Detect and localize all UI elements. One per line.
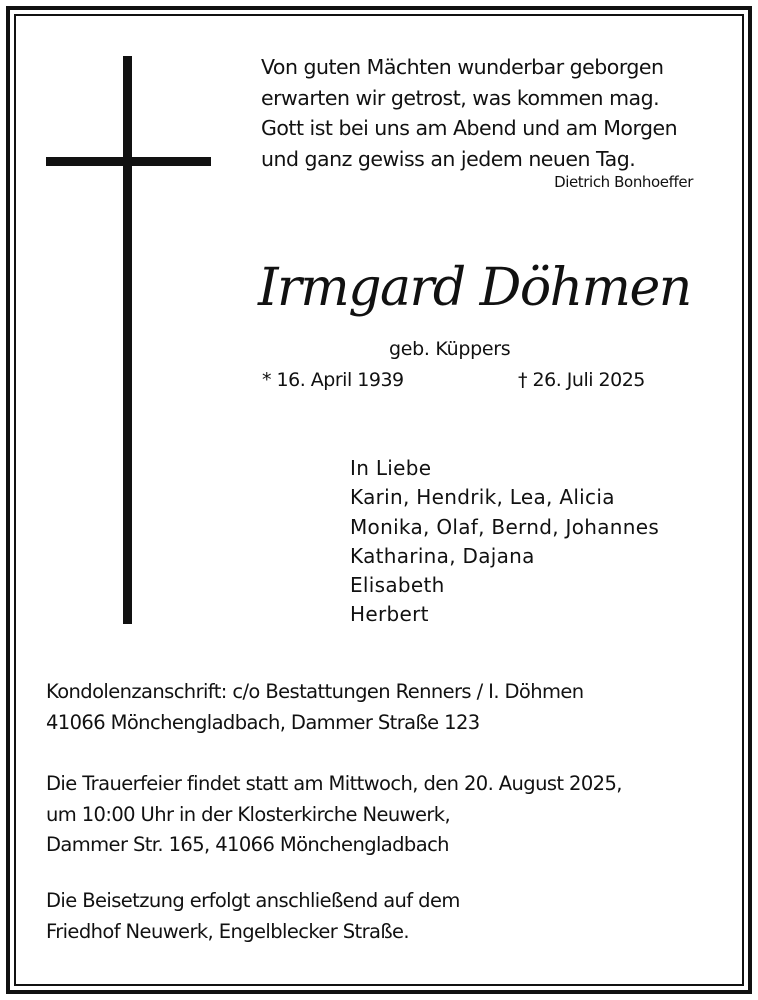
ceremony-line: um 10:00 Uhr in der Klosterkirche Neuwerk, [46,802,451,826]
condolence-line: Kondolenzanschrift: c/o Bestattungen Renners / I. Döhmen [46,680,584,703]
family-line: Karin, Hendrik, Lea, Alicia [350,485,615,510]
funeral-ceremony-info [46,769,622,861]
condolence-address [46,677,584,738]
ceremony-line: Dammer Str. 165, 41066 Mönchengladbach [46,833,449,856]
cross-horizontal-beam [46,157,211,166]
burial-line: Die Beisetzung erfolgt anschließend auf dem [46,889,460,912]
family-list [350,454,659,630]
condolence-line: 41066 Mönchengladbach, Dammer Straße 123 [46,710,480,734]
poem-line: Gott ist bei uns am Abend und am Morgen [261,116,678,140]
burial-line: Friedhof Neuwerk, Engelblecker Straße. [46,919,410,943]
cross-vertical-beam [123,56,132,624]
family-line: Herbert [350,602,429,627]
family-line: Elisabeth [350,573,445,598]
poem-line: erwarten wir getrost, was kommen mag. [261,85,660,110]
death-date: † 26. Juli 2025 [518,369,645,391]
burial-info [46,886,460,947]
deceased-name: Irmgard Döhmen [258,258,691,318]
birth-date: * 16. April 1939 [262,369,404,391]
ceremony-line: Die Trauerfeier findet statt am Mittwoch, den 20. August 2025, [46,772,622,795]
family-line: In Liebe [350,456,432,480]
poem-line: Von guten Mächten wunderbar geborgen [261,55,664,79]
poem-line: und ganz gewiss an jedem neuen Tag. [261,146,636,171]
poem-quote [261,52,711,174]
poem-author: Dietrich Bonhoeffer [554,173,693,191]
family-line: Monika, Olaf, Bernd, Johannes [350,514,660,539]
family-line: Katharina, Dajana [350,543,535,568]
maiden-name: geb. Küppers [389,338,511,360]
